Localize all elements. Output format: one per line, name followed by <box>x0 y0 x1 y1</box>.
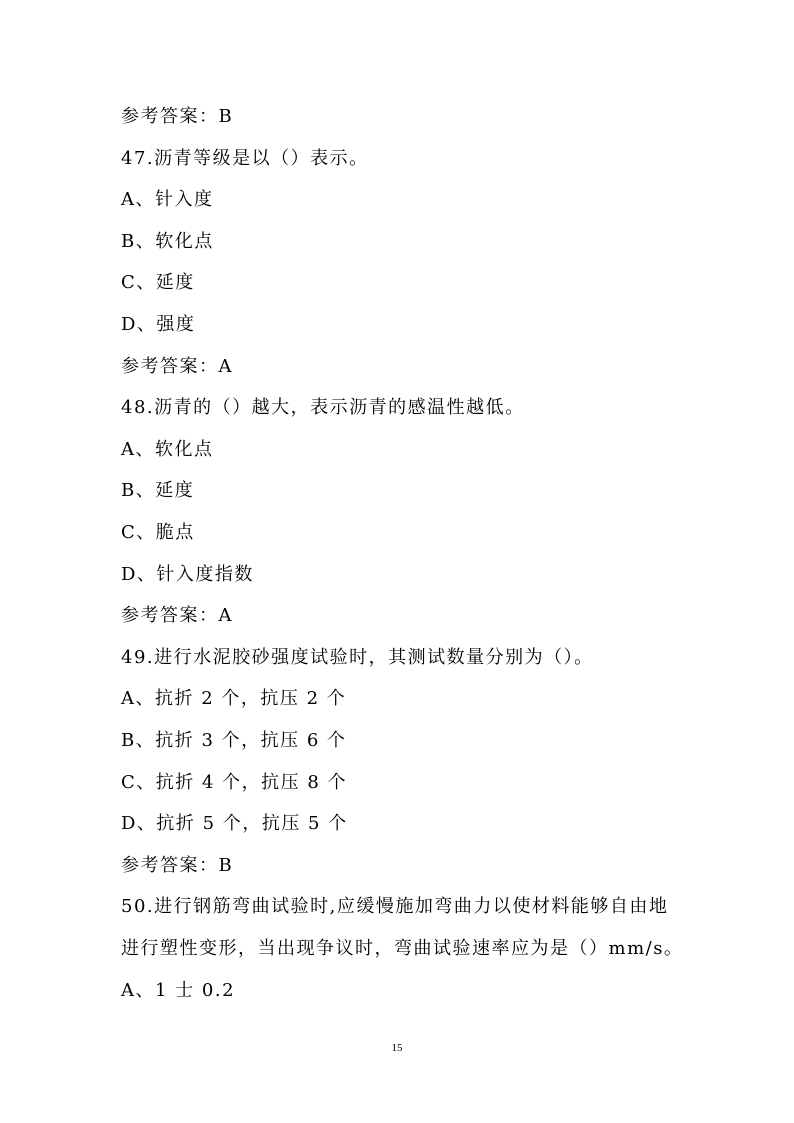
question-50: 50.进行钢筋弯曲试验时,应缓慢施加弯曲力以使材料能够自由地 <box>121 896 669 917</box>
answer-line: 参考答案：A <box>121 605 233 626</box>
option-line: B、抗折 3 个，抗压 6 个 <box>121 730 347 751</box>
answer-line: 参考答案：B <box>121 106 234 127</box>
question-50-continued: 进行塑性变形，当出现争议时，弯曲试验速率应为是（）mm/s。 <box>121 938 684 959</box>
option-line: A、针入度 <box>121 189 214 210</box>
option-line: B、延度 <box>121 480 195 501</box>
option-line: A、1 士 0.2 <box>121 980 236 1001</box>
option-line: D、针入度指数 <box>121 564 254 585</box>
page-number: 15 <box>391 1042 403 1054</box>
option-line: C、抗折 4 个，抗压 8 个 <box>121 772 348 793</box>
option-line: D、抗折 5 个，抗压 5 个 <box>121 813 348 834</box>
answer-line: 参考答案：B <box>121 855 234 876</box>
option-line: C、脆点 <box>121 522 195 543</box>
option-line: C、延度 <box>121 272 195 293</box>
question-47: 47.沥青等级是以（）表示。 <box>121 148 369 169</box>
option-line: A、抗折 2 个，抗压 2 个 <box>121 688 347 709</box>
option-line: A、软化点 <box>121 439 214 460</box>
option-line: B、软化点 <box>121 231 214 252</box>
question-49: 49.进行水泥胶砂强度试验时，其测试数量分别为（）。 <box>121 647 594 668</box>
question-48: 48.沥青的（）越大，表示沥青的感温性越低。 <box>121 397 525 418</box>
option-line: D、强度 <box>121 314 196 335</box>
answer-line: 参考答案：A <box>121 356 233 377</box>
